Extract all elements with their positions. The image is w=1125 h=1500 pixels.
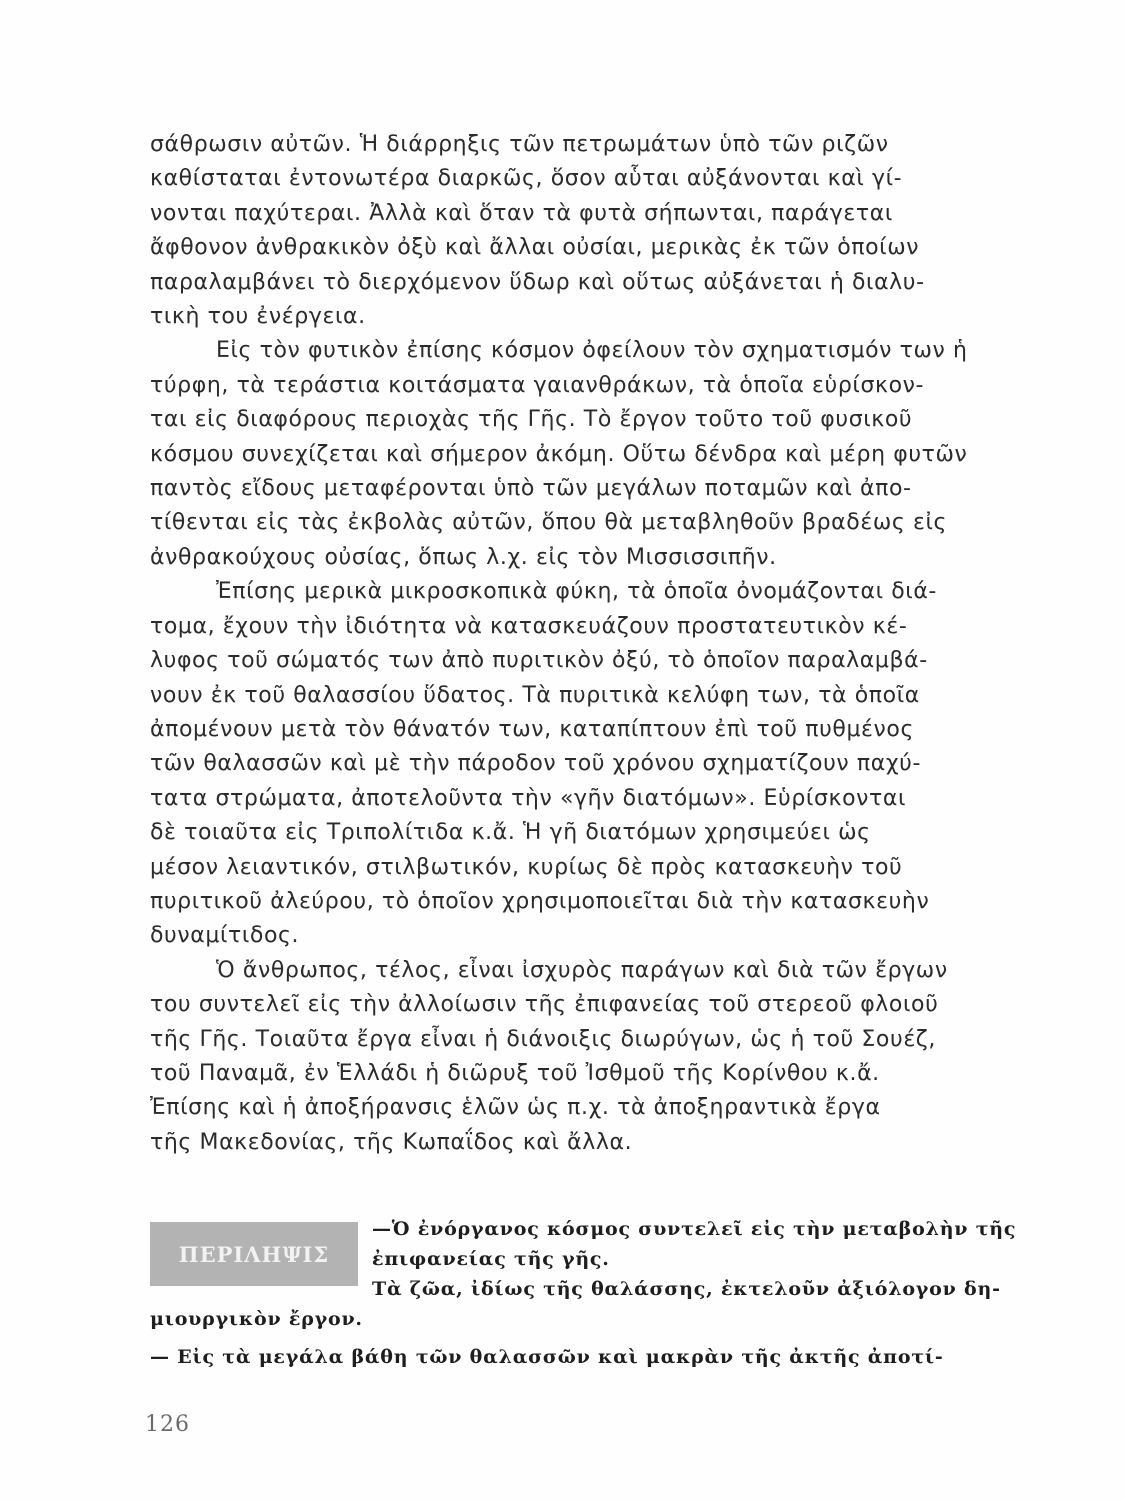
text-line: τῶν θαλασσῶν καὶ μὲ τὴν πάροδον τοῦ χρόνου σχηματίζουν παχύ- xyxy=(150,751,922,777)
text-line: κόσμου συνεχίζεται καὶ σήμερον ἀκόμη. Οὕτω δένδρα καὶ μέρη φυτῶν xyxy=(150,441,968,467)
text-line: Εἰς τὸν φυτικὸν ἐπίσης κόσμον ὀφείλουν τὸν σχηματισμόν των ἡ xyxy=(216,338,968,364)
text-line: τῆς Γῆς. Τοιαῦτα ἔργα εἶναι ἡ διάνοιξις διωρύγων, ὡς ἡ τοῦ Σουέζ, xyxy=(150,1026,936,1052)
text-line: σάθρωσιν αὐτῶν. Ἡ διάρρηξις τῶν πετρωμάτων ὑπὸ τῶν ριζῶν xyxy=(150,132,889,157)
text-line: παραλαμβάνει τὸ διερχόμενον ὕδωρ καὶ οὕτως αὐξάνεται ἡ διαλυ- xyxy=(150,269,925,295)
text-line: τίθενται εἰς τὰς ἐκβολὰς αὐτῶν, ὅπου θὰ μεταβληθοῦν βραδέως εἰς xyxy=(150,510,948,536)
text-line: λυφος τοῦ σώματός των ἀπὸ πυριτικὸν ὀξύ, τὸ ὁποῖον παραλαμβά- xyxy=(150,648,928,674)
text-line: Ὁ ἄνθρωπος, τέλος, εἶναι ἰσχυρὸς παράγων καὶ διὰ τῶν ἔργων xyxy=(216,957,948,983)
text-line: ἀνθρακούχους οὐσίας, ὅπως λ.χ. εἰς τὸν Μισσισσιπῆν. xyxy=(150,544,777,570)
text-line: πυριτικοῦ ἀλεύρου, τὸ ὁποῖον χρησιμοποιεῖται διὰ τὴν κατασκευὴν xyxy=(150,888,930,914)
summary-line: —Ὁ ἐνόργανος κόσμος συντελεῖ εἰς τὴν μεταβολὴν τῆς xyxy=(372,1218,1017,1240)
text-line: μέσον λειαντικόν, στιλβωτικόν, κυρίως δὲ πρὸς κατασκευὴν τοῦ xyxy=(150,854,903,880)
summary-lines-beside xyxy=(372,1214,1052,1304)
text-line: τύρφη, τὰ τεράστια κοιτάσματα γαιανθράκων, τὰ ὁποῖα εὑρίσκον- xyxy=(150,372,925,398)
text-line: Ἐπίσης καὶ ἡ ἀποξήρανσις ἑλῶν ὡς π.χ. τὰ ἀποξηραντικὰ ἔργα xyxy=(150,1095,881,1121)
text-line: τομα, ἔχουν τὴν ἰδιότητα νὰ κατασκευάζουν προστατευτικὸν κέ- xyxy=(150,613,908,639)
text-line: ἀπομένουν μετὰ τὸν θάνατόν των, καταπίπτουν ἐπὶ τοῦ πυθμένος xyxy=(150,716,915,742)
summary-line: μιουργικὸν ἔργον. xyxy=(150,1308,363,1330)
text-line: παντὸς εἴδους μεταφέρονται ὑπὸ τῶν μεγάλων ποταμῶν καὶ ἀπο- xyxy=(150,476,912,502)
text-line: του συντελεῖ εἰς τὴν ἀλλοίωσιν τῆς ἐπιφανείας τοῦ στερεοῦ φλοιοῦ xyxy=(150,992,939,1018)
text-line: νουν ἐκ τοῦ θαλασσίου ὕδατος. Τὰ πυριτικὰ κελύφη των, τὰ ὁποῖα xyxy=(150,682,920,708)
text-line: νονται παχύτεραι. Ἀλλὰ καὶ ὅταν τὰ φυτὰ σήπωνται, παράγεται xyxy=(150,200,893,226)
text-line: ἄφθονον ἀνθρακικὸν ὀξὺ καὶ ἄλλαι οὐσίαι, μερικὰς ἐκ τῶν ὁποίων xyxy=(150,235,920,261)
text-line: ται εἰς διαφόρους περιοχὰς τῆς Γῆς. Τὸ ἔργον τοῦτο τοῦ φυσικοῦ xyxy=(150,407,913,433)
text-line: τατα στρώματα, ἀποτελοῦντα τὴν «γῆν διατόμων». Εὑρίσκονται xyxy=(150,785,907,811)
text-line: δυναμίτιδος. xyxy=(150,923,300,949)
text-line: τικὴ του ἐνέργεια. xyxy=(150,304,366,330)
summary-lines-full xyxy=(150,1304,1052,1372)
summary-label-box xyxy=(150,1222,358,1286)
text-line: Ἐπίσης μερικὰ μικροσκοπικὰ φύκη, τὰ ὁποῖα ὀνομάζονται διά- xyxy=(216,579,937,605)
text-line: καθίσταται ἐντονωτέρα διαρκῶς, ὅσον αὗται αὐξάνονται καὶ γί- xyxy=(150,166,903,192)
summary-label: ΠΕΡΙΛΗΨΙΣ xyxy=(178,1241,330,1267)
text-line: τοῦ Παναμᾶ, ἐν Ἑλλάδι ἡ διῶρυξ τοῦ Ἰσθμοῦ τῆς Κορίνθου κ.ἄ. xyxy=(150,1060,880,1086)
text-line: τῆς Μακεδονίας, τῆς Κωπαΐδος καὶ ἄλλα. xyxy=(150,1129,633,1155)
body-text xyxy=(150,128,1052,1160)
summary-line: ἐπιφανείας τῆς γῆς. xyxy=(372,1248,610,1270)
summary-line: — Εἰς τὰ μεγάλα βάθη τῶν θαλασσῶν καὶ μακρὰν τῆς ἀκτῆς ἀποτί- xyxy=(150,1346,944,1368)
page-number: 126 xyxy=(145,1412,190,1437)
text-line: δὲ τοιαῦτα εἰς Τριπολίτιδα κ.ἄ. Ἡ γῆ διατόμων χρησιμεύει ὡς xyxy=(150,820,871,846)
summary-line: Τὰ ζῶα, ἰδίως τῆς θαλάσσης, ἐκτελοῦν ἀξιόλογον δη- xyxy=(372,1278,1001,1300)
